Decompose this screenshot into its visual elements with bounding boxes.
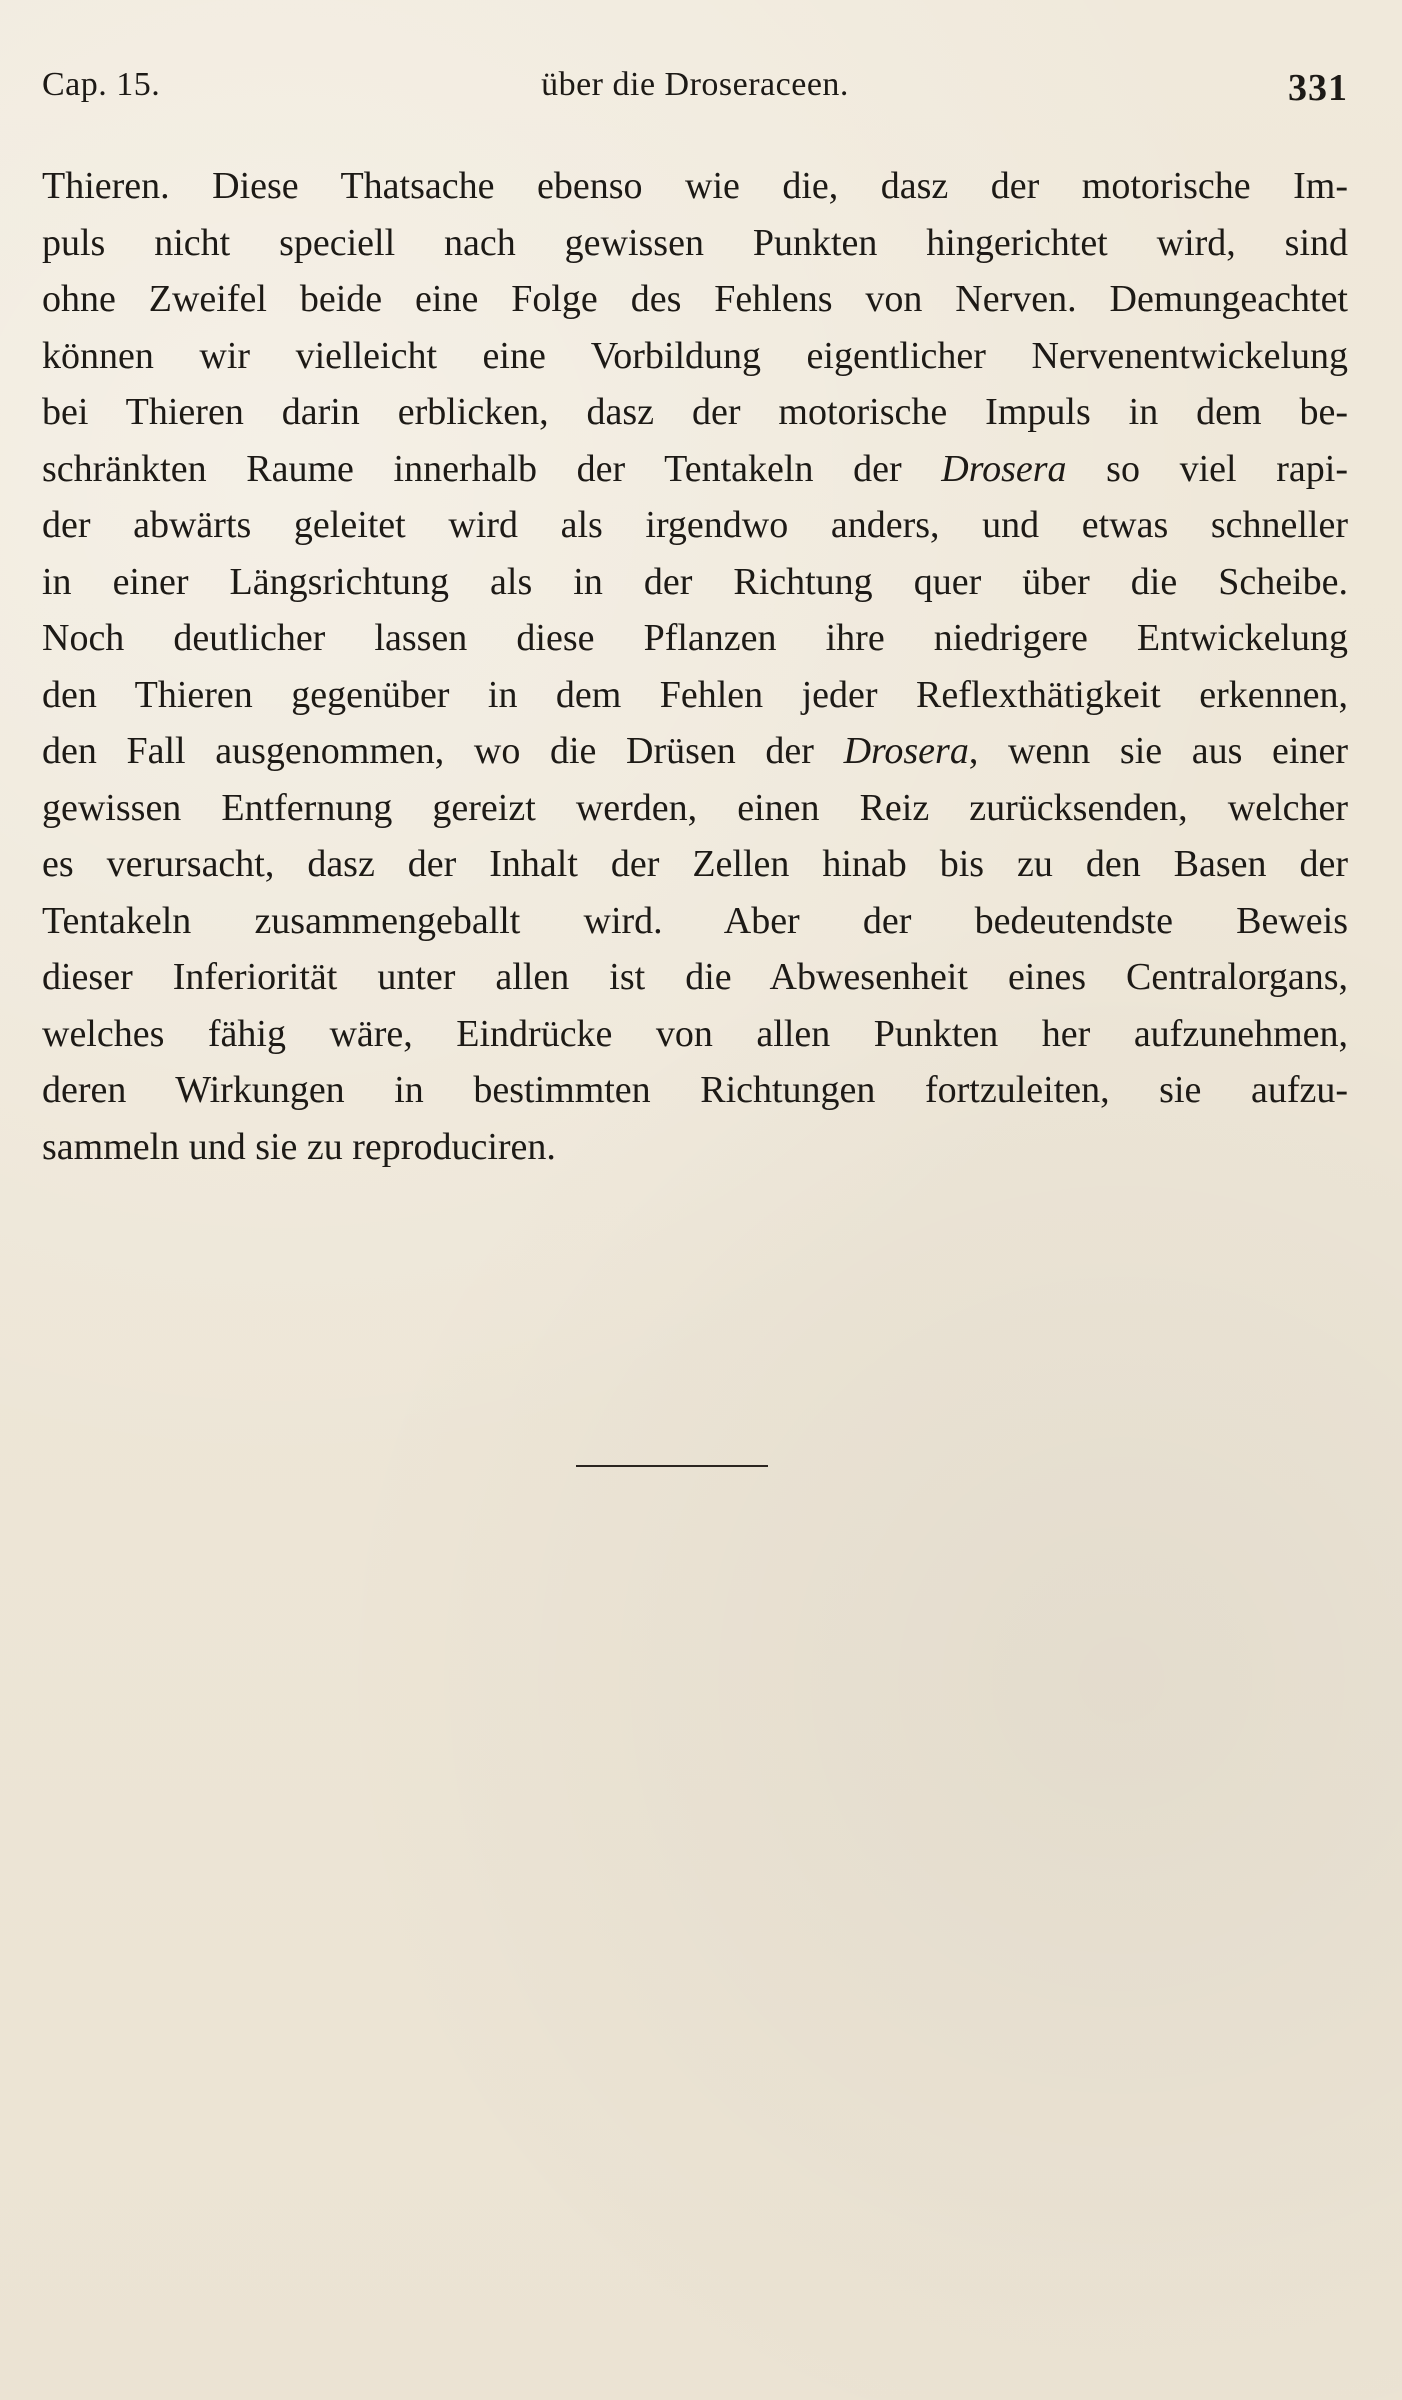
page-number: 331 [1288,67,1348,109]
text-line: Noch deutlicher lassen diese Pflanzen ihre niedrigere Entwickelung [42,617,1348,659]
text-line: gewissen Entfernung gereizt werden, einen Reiz zurücksenden, welcher [42,786,1348,829]
text-line: welches fähig wäre, Eindrücke von allen Punkten her aufzunehmen, [42,1012,1348,1055]
running-title: über die Droseraceen. [541,66,849,103]
text-segment: schränkten Raume innerhalb der Tentakeln der [42,447,942,490]
text-line: puls nicht speciell nach gewissen Punkten hingerichtet wird, sind [42,221,1348,264]
text-line: sammeln und sie zu reproduciren. [42,1125,556,1168]
text-line: bei Thieren darin erblicken, dasz der motorische Impuls in dem be- [42,391,1348,433]
running-header [42,66,1348,120]
text-line: können wir vielleicht eine Vorbildung eigentlicher Nervenentwickelung [42,334,1348,377]
text-line [42,723,1348,780]
italic-taxon: Drosera [843,730,969,772]
text-line: ohne Zweifel beide eine Folge des Fehlens von Nerven. Demungeachtet [42,278,1348,320]
text-line: der abwärts geleitet wird als irgendwo anders, und etwas schneller [42,504,1348,546]
text-segment: den Fall ausgenommen, wo die Drüsen der [42,730,844,772]
text-line: in einer Längsrichtung als in der Richtung quer über die Scheibe. [42,560,1348,603]
text-line: dieser Inferiorität unter allen ist die Abwesenheit eines Centralorgans, [42,956,1348,998]
text-segment: , wenn sie aus einer [968,730,1348,772]
text-line: es verursacht, dasz der Inhalt der Zellen hinab bis zu den Basen der [42,843,1348,885]
text-line: Thieren. Diese Thatsache ebenso wie die, dasz der motorische Im- [42,165,1348,207]
body-text [42,158,1348,1175]
text-line [42,441,1348,498]
chapter-label: Cap. 15. [42,66,161,103]
text-line: Tentakeln zusammengeballt wird. Aber der bedeutendste Beweis [42,899,1348,942]
section-divider [576,1465,768,1467]
text-line: deren Wirkungen in bestimmten Richtungen fortzuleiten, sie aufzu- [42,1069,1348,1111]
italic-taxon: Drosera [941,447,1067,490]
text-segment: so viel rapi- [1066,447,1348,490]
text-line: den Thieren gegenüber in dem Fehlen jeder Reflexthätigkeit erkennen, [42,673,1348,716]
